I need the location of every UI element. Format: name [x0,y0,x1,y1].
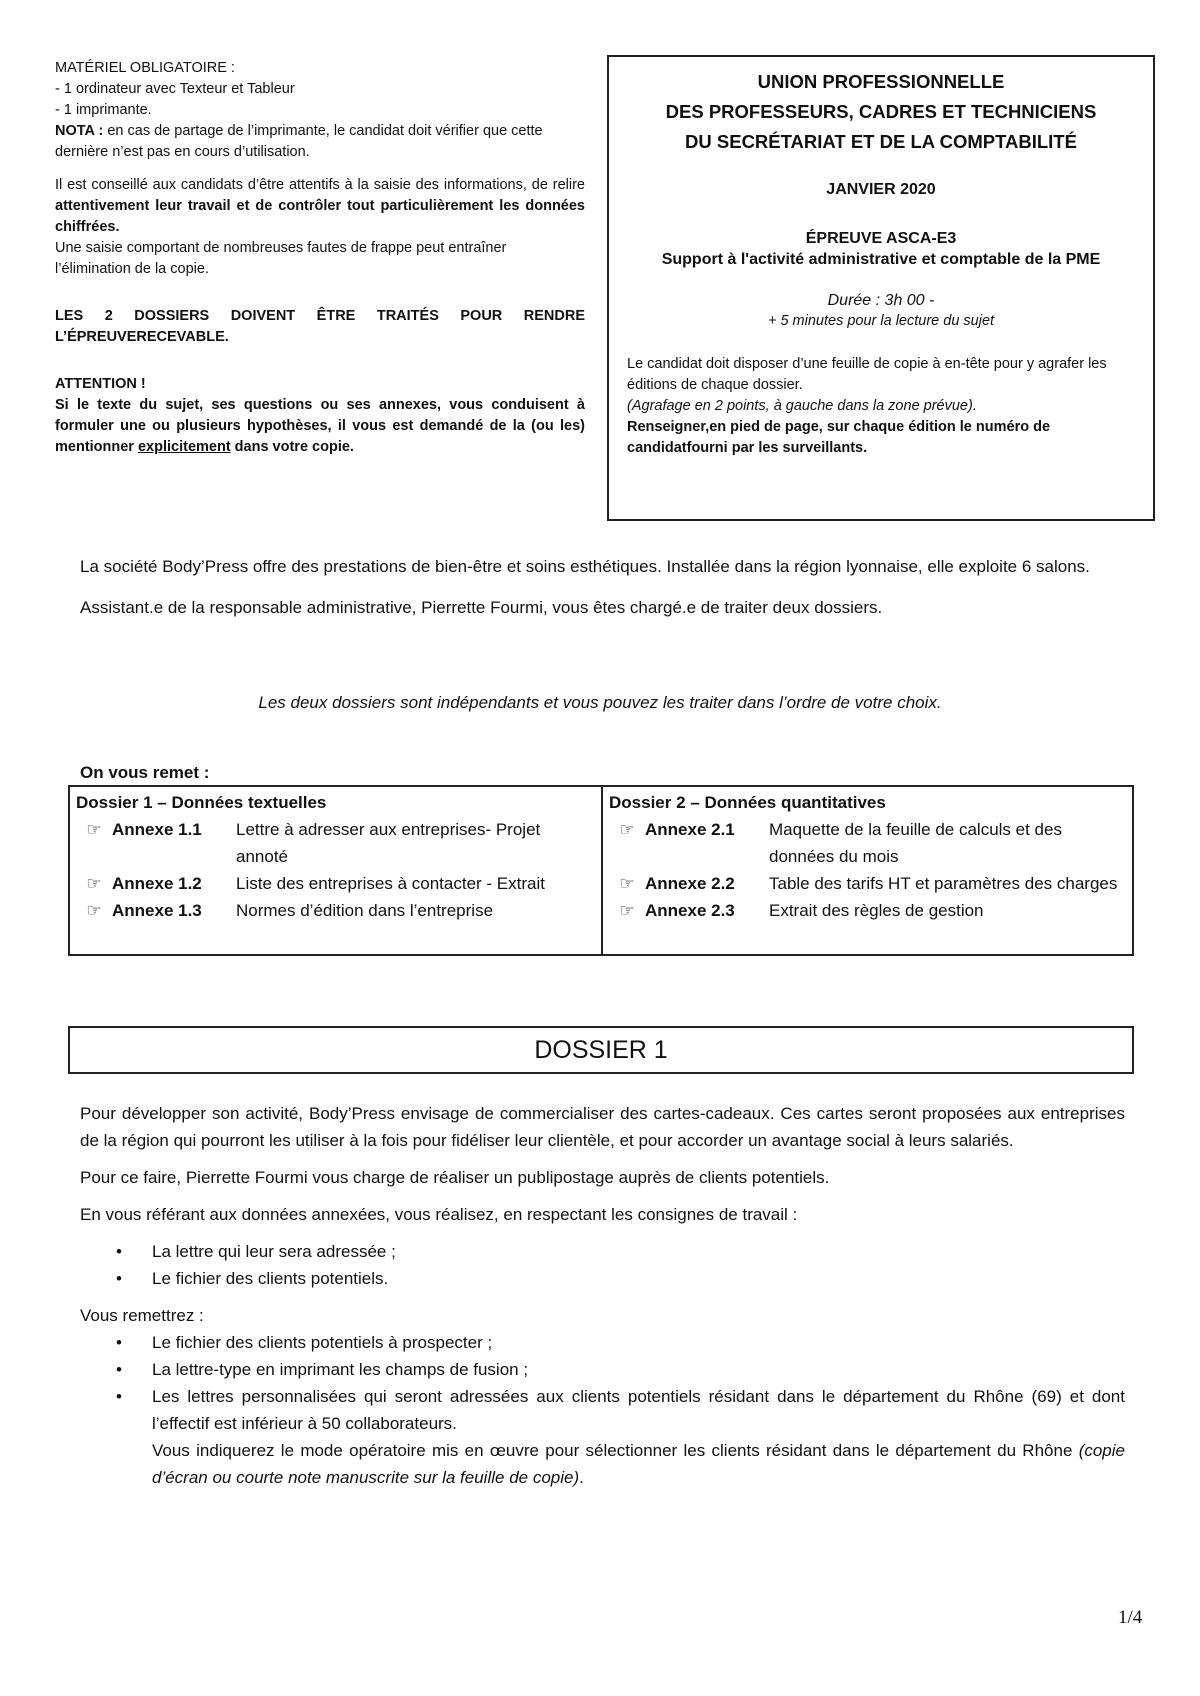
annex-label: Maquette de la feuille de calculs et des données du mois [769,820,1062,866]
pointing-hand-icon: ☞ [619,820,635,839]
attention-title: ATTENTION ! [55,376,146,392]
dossier-column [70,787,601,954]
attention-text-end: dans votre copie. [230,439,354,455]
intro-paragraph: La société Body’Press offre des prestations de bien-être et soins esthétiques. Installée dans la région lyonnaise, elle exploite 6 salons. [80,557,1090,576]
annex-row [609,870,1126,897]
annex-number: Annexe 2.3 [645,901,735,920]
pointing-hand-icon: ☞ [86,874,102,893]
deliver-label: Vous remettrez : [80,1306,204,1325]
task-list [80,1238,1125,1292]
exam-code: ÉPREUVE ASCA-E3 [805,230,957,247]
exam-title: Support à l'activité administrative et comptable de la PME [661,251,1101,268]
candidate-instruction: Renseigner,en pied de page, sur chaque édition le numéro de candidatfourni par les surveillants. [627,419,1051,456]
advice-bold: attentivement leur travail et de contrôler tout particulièrement les données chiffrées. [55,198,585,235]
annex-row [76,897,595,924]
nota-label: NOTA : [55,123,104,139]
exam-date: JANVIER 2020 [826,181,936,198]
annex-label: Normes d’édition dans l’entreprise [236,901,494,920]
annex-label: Liste des entreprises à contacter - Extrait [236,874,545,893]
org-line: DU SECRÉTARIAT ET DE LA COMPTABILITÉ [685,131,1077,152]
list-item: • La lettre qui leur sera adressée ; [80,1238,1125,1265]
pointing-hand-icon: ☞ [86,820,102,839]
annex-label: Lettre à adresser aux entreprises- Projet annoté [236,820,541,866]
advice [55,175,585,238]
list-item: • Le fichier des clients potentiels. [80,1265,1125,1292]
page-number: 1/4 [1118,1607,1143,1628]
candidate-instruction: (Agrafage en 2 points, à gauche dans la zone prévue). [627,398,977,414]
annex-label: Extrait des règles de gestion [769,901,984,920]
dossier-1-title: DOSSIER 1 [68,1026,1134,1074]
nota-text: en cas de partage de l’imprimante, le candidat doit vérifier que cette dernière n’est pas en cours d’utilisation. [55,123,543,160]
attention-underlined: explicitement [137,439,231,455]
dossiers-table [68,785,1134,956]
deliverables-list [80,1329,1125,1491]
attention-text-part: Si le texte du sujet, ses questions ou ses annexes, vous conduisent à formuler une ou plusieurs hypothèses, il vous est demandé de la (ou les) mentionner [55,397,585,455]
exam-duration: Durée : 3h 00 - [827,292,935,309]
dossiers-rule: LES 2 DOSSIERS DOIVENT ÊTRE TRAITÉS POUR RENDRE L’ÉPREUVERECEVABLE. [55,308,585,345]
annex-number: Annexe 1.1 [112,820,202,839]
dossier-column [601,787,1132,954]
annex-label: Table des tarifs HT et paramètres des charges [769,874,1118,893]
annex-row [609,816,1126,870]
pointing-hand-icon: ☞ [619,901,635,920]
advice-2: Une saisie comportant de nombreuses fautes de frappe peut entraîner l’élimination de la copie. [55,240,507,277]
reading-time: + 5 minutes pour la lecture du sujet [767,313,995,329]
deliverable-note: Vous indiquerez le mode opératoire mis en œuvre pour sélectionner les clients résidant dans le département du Rhône [152,1441,1079,1460]
dossier-paragraph: Pour ce faire, Pierrette Fourmi vous charge de réaliser un publipostage auprès de clients potentiels. [80,1168,830,1187]
intro [80,553,1130,635]
list-item: • La lettre-type en imprimant les champs de fusion ; [80,1356,1125,1383]
deliverable-note-italic: (copie d’écran ou courte note manuscrite sur la feuille de copie) [152,1441,1125,1487]
list-item [80,1383,1125,1491]
dossier-1-content [80,1100,1125,1501]
candidate-instruction: Le candidat doit disposer d’une feuille de copie à en-tête pour y agrafer les éditions de chaque dossier. [627,356,1107,393]
org-line: UNION PROFESSIONNELLE [757,71,1005,92]
attention-text [55,395,585,458]
annex-number: Annexe 2.2 [645,874,735,893]
deliverable-note-end: . [579,1468,584,1487]
materiel-item: - 1 imprimante. [55,102,152,118]
column-title: Dossier 1 – Données textuelles [76,793,327,812]
annex-row [76,870,595,897]
advice-text: Il est conseillé aux candidats d’être attentifs à la saisie des informations, de relire [55,177,585,193]
dossier-paragraph: Pour développer son activité, Body’Press envisage de commercialiser des cartes-cadeaux. Ces cartes seront proposées aux entreprises de la région qui pourront les utiliser à la fois pour fidéliser leur clientèle, et pour accorder un avantage social à leurs salariés. [80,1104,1125,1150]
exam-header-box [607,55,1155,521]
annex-number: Annexe 2.1 [645,820,735,839]
remet-label: On vous remet : [80,763,210,782]
dossier-paragraph: En vous référant aux données annexées, vous réalisez, en respectant les consignes de travail : [80,1205,798,1224]
column-title: Dossier 2 – Données quantitatives [609,793,886,812]
independence-notice: Les deux dossiers sont indépendants et vous pouvez les traiter dans l’ordre de votre choix. [258,693,942,712]
annex-row [609,897,1126,924]
annex-row [76,816,595,870]
annex-number: Annexe 1.3 [112,901,202,920]
deliverable-text: Les lettres personnalisées qui seront adressées aux clients potentiels résidant dans le département du Rhône (69) et dont l’effectif est inférieur à 50 collaborateurs. [152,1387,1125,1433]
exam-instructions [55,58,585,458]
org-line: DES PROFESSEURS, CADRES ET TECHNICIENS [665,101,1097,122]
intro-paragraph: Assistant.e de la responsable administrative, Pierrette Fourmi, vous êtes chargé.e de traiter deux dossiers. [80,598,883,617]
nota [55,121,585,163]
pointing-hand-icon: ☞ [619,874,635,893]
annex-number: Annexe 1.2 [112,874,202,893]
pointing-hand-icon: ☞ [86,901,102,920]
materiel-item: - 1 ordinateur avec Texteur et Tableur [55,81,295,97]
materiel-title: MATÉRIEL OBLIGATOIRE : [55,60,235,76]
list-item: • Le fichier des clients potentiels à prospecter ; [80,1329,1125,1356]
